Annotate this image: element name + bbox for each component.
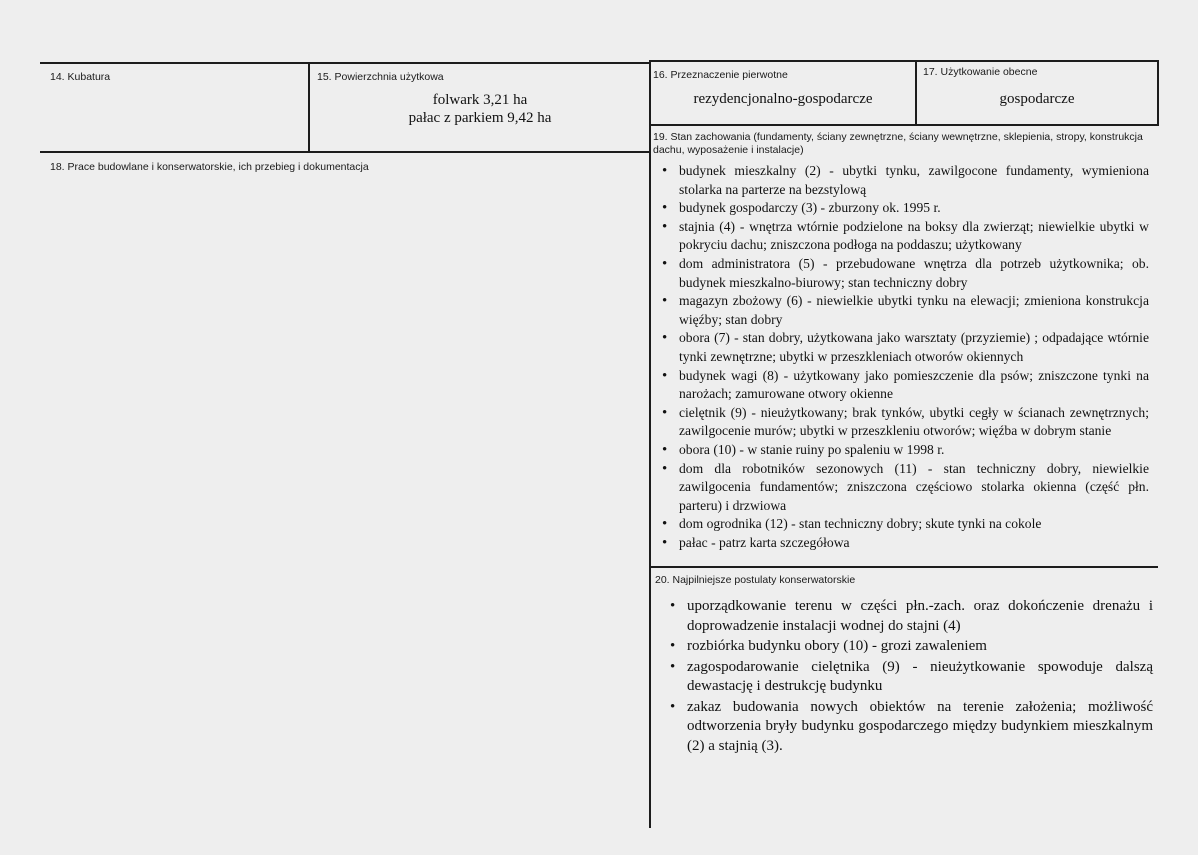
- recommendation-item: [670, 698, 1153, 757]
- condition-item-text: budynek gospodarczy (3) - zburzony ok. 1995 r.: [679, 200, 941, 216]
- bullet-icon: •: [662, 163, 668, 179]
- condition-item: [662, 255, 1149, 292]
- condition-item-text: budynek wagi (8) - użytkowany jako pomieszczenie dla psów; zniszczone tynki na narożach; zamurowane otwory okienne: [679, 367, 1149, 402]
- field-19-label-line1: 19. Stan zachowania (fundamenty, ściany zewnętrzne, ściany wewnętrzne, sklepienia, stropy, konstrukcja: [653, 131, 1143, 143]
- recommendation-item-text: zagospodarowanie cielętnika (9) - nieużytkowanie spowoduje dalszą dewastację i destrukcję budynku: [687, 658, 1153, 694]
- field-17-label: 17. Użytkowanie obecne: [923, 66, 1038, 78]
- condition-item-text: stajnia (4) - wnętrza wtórnie podzielone na boksy dla zwierząt; niewielkie ubytki w pokryciu dachu; zniszczona podłoga na poddaszu; użytkowany: [679, 218, 1149, 253]
- field-18-label: 18. Prace budowlane i konserwatorskie, ich przebieg i dokumentacja: [50, 161, 369, 173]
- field-19-label-line2: dachu, wyposażenie i instalacje): [653, 144, 804, 156]
- condition-item-text: dom ogrodnika (12) - stan techniczny dobry; skute tynki na cokole: [679, 516, 1042, 532]
- condition-item: [662, 329, 1149, 366]
- field-14-label: 14. Kubatura: [50, 71, 111, 83]
- bullet-icon: •: [662, 255, 668, 272]
- recommendation-item: [670, 658, 1153, 697]
- recommendation-item: [670, 637, 1153, 657]
- top-rule-right: [650, 60, 1158, 62]
- recommendation-item: [670, 597, 1153, 636]
- recommendation-item-text: rozbiórka budynku obory (10) - grozi zawaleniem: [687, 638, 987, 654]
- top-rule: [40, 62, 650, 64]
- condition-item: [662, 292, 1149, 329]
- recommendation-item-text: zakaz budowania nowych obiektów na terenie założenia; możliwość odtworzenia bryły budynku gospodarczego między budynkiem mieszkalnym (2) a stajnią (3).: [687, 698, 1153, 754]
- condition-item-text: pałac - patrz karta szczegółowa: [679, 534, 850, 550]
- recommendations-list: [670, 597, 1153, 757]
- field-20-label: 20. Najpilniejsze postulaty konserwatorskie: [655, 574, 856, 586]
- bullet-icon: •: [670, 698, 676, 715]
- bullet-icon: •: [662, 460, 668, 477]
- row-divider-left: [40, 151, 650, 153]
- condition-list: [662, 162, 1149, 552]
- bullet-icon: •: [662, 218, 668, 235]
- field-16-label: 16. Przeznaczenie pierwotne: [653, 69, 788, 81]
- condition-item: [662, 218, 1149, 255]
- bullet-icon: •: [662, 293, 668, 310]
- col-divider-center: [649, 60, 651, 828]
- bullet-icon: •: [662, 330, 668, 347]
- bullet-icon: •: [670, 638, 676, 654]
- bullet-icon: •: [662, 367, 668, 384]
- bullet-icon: •: [662, 516, 668, 533]
- row-divider-19-20: [650, 566, 1158, 568]
- condition-item: [662, 441, 1149, 460]
- condition-item-text: obora (10) - w stanie ruiny po spaleniu w 1998 r.: [679, 441, 945, 457]
- field-15-line-palac: pałac z parkiem 9,42 ha: [408, 110, 552, 126]
- condition-item-text: magazyn zbożowy (6) - niewielkie ubytki tynku na elewacji; zmieniona konstrukcja więźby; stan dobry: [679, 293, 1149, 327]
- condition-item-text: dom dla robotników sezonowych (11) - stan techniczny dobry, niewielkie zawilgocenia fundamentów; zniszczona częściowo stolarka okienna (część płn. parteru) i drzwiowa: [679, 460, 1149, 513]
- bullet-icon: •: [662, 200, 668, 217]
- condition-item: [662, 199, 1149, 218]
- bullet-icon: •: [662, 404, 668, 421]
- row-divider-16-17: [650, 124, 1158, 126]
- right-edge-rule: [1157, 60, 1159, 126]
- condition-item-text: dom administratora (5) - przebudowane wnętrza dla potrzeb użytkownika; ob. budynek mieszkalno-biurowy; stan techniczny dobry: [679, 255, 1149, 290]
- condition-item: [662, 460, 1149, 516]
- condition-item-text: cielętnik (9) - nieużytkowany; brak tynków, ubytki cegły w ścianach zewnętrznych; zawilgocenie murów; ubytki w przeszkleniu otworów; więźba w dobrym stanie: [679, 404, 1149, 439]
- bullet-icon: •: [662, 441, 668, 458]
- field-15-value: [310, 91, 650, 127]
- bullet-icon: •: [662, 534, 668, 551]
- bullet-icon: •: [670, 598, 676, 614]
- field-17-value: gospodarcze: [999, 91, 1075, 107]
- condition-item: [662, 534, 1149, 553]
- condition-item: [662, 162, 1149, 199]
- condition-item-text: obora (7) - stan dobry, użytkowana jako warsztaty (przyziemie) ; odpadające wtórnie tynki zewnętrzne; ubytki w przeszkleniach otworów okiennych: [679, 330, 1149, 364]
- condition-item-text: budynek mieszkalny (2) - ubytki tynku, zawilgocone fundamenty, wymieniona stolarka na parterze na bezstylową: [679, 163, 1149, 197]
- field-15-label: 15. Powierzchnia użytkowa: [317, 71, 444, 83]
- condition-item: [662, 404, 1149, 441]
- condition-item: [662, 515, 1149, 534]
- recommendation-item-text: uporządkowanie terenu w części płn.-zach. oraz dokończenie drenażu i doprowadzenie instalacji wodnej do stajni (4): [687, 598, 1153, 634]
- bullet-icon: •: [670, 658, 676, 675]
- field-19-label: [653, 131, 1158, 157]
- field-15-line-folwark: folwark 3,21 ha: [432, 92, 528, 108]
- field-16-value: rezydencjonalno-gospodarcze: [693, 91, 873, 107]
- condition-item: [662, 367, 1149, 404]
